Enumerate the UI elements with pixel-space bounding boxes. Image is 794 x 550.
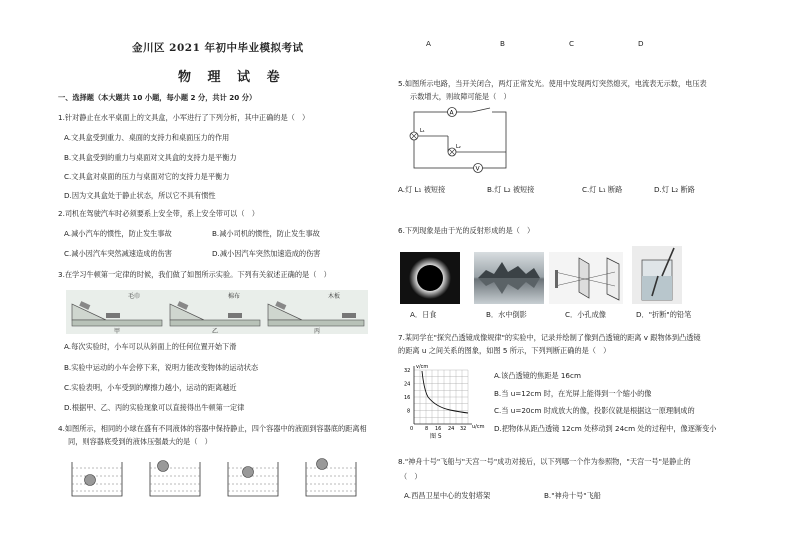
graph-x-label: u/cm: [472, 424, 485, 430]
graph-origin: 0: [410, 426, 414, 432]
question-4-containers-figure: [70, 456, 370, 500]
graph-y-tick-8: 8: [407, 408, 411, 415]
question-8-stem-line2: （ ）: [400, 472, 422, 481]
question-1-stem: 1.针对静止在水平桌面上的文具盒，小军进行了下列分析，其中正确的是（ ）: [58, 113, 310, 122]
question-6-option-c: C．小孔成像: [565, 310, 606, 319]
figure-label-jia: 甲: [114, 328, 121, 335]
question-1-option-b: B.文具盒受到的重力与桌面对文具盒的支持力是平衡力: [64, 153, 237, 162]
graph-caption: 图 5: [430, 433, 442, 440]
question-4-choice-d: D: [638, 39, 644, 48]
question-5-option-c: C.灯 L₁ 断路: [582, 185, 623, 194]
figure-label-towel: 毛巾: [128, 293, 141, 300]
question-4-stem-line1: 4.如图所示，相同的小球在盛有不同液体的容器中保持静止，四个容器中的液面到容器底的距离相: [58, 424, 367, 433]
question-5-option-d: D.灯 L₂ 断路: [654, 185, 695, 194]
question-1-option-c: C.文具盒对桌面的压力与桌面对它的支持力是平衡力: [64, 172, 230, 181]
question-2-option-d: D.减小因汽车突然加速造成的伤害: [212, 249, 321, 258]
question-1-option-d: D.因为文具盒处于静止状态，所以它不具有惯性: [64, 191, 216, 200]
lamp1-label: L₁: [420, 128, 425, 134]
question-7-option-d: D.把物体从距凸透镜 12cm 处移动到 24cm 处的过程中，像逐渐变小: [494, 424, 717, 433]
graph-x-tick-16: 16: [435, 426, 442, 432]
question-3-option-d: D.根据甲、乙、丙的实验现象可以直接得出牛顿第一定律: [64, 403, 245, 412]
question-6-stem: 6.下列现象是由于光的反射形成的是（ ）: [398, 226, 535, 235]
question-7-stem-line2: 的距离 u 之间关系的图象，如图 5 所示，下列判断正确的是（ ）: [398, 346, 611, 355]
question-7-option-b: B.当 u=12cm 时，在光屏上能得到一个缩小的像: [494, 389, 652, 398]
question-8-stem: 8."神舟十号"飞船与"天宫一号"成功对接后，以下列哪一个作为参照物，"天宫一号"是静止的: [398, 457, 691, 466]
voltmeter-label: V: [475, 165, 480, 173]
figure-label-yi: 乙: [212, 328, 219, 335]
graph-y-tick-24: 24: [404, 381, 411, 388]
question-5-option-b: B.灯 L₂ 被短接: [487, 185, 535, 194]
question-2-option-a: A.减小汽车的惯性，防止发生事故: [64, 229, 172, 238]
question-4-stem-line2: 同，则容器底受到的液体压强最大的是（ ）: [68, 437, 212, 446]
pinhole-image: [549, 252, 623, 304]
question-3-option-c: C.实验表明，小车受到的摩擦力越小，运动的距离越近: [64, 383, 237, 392]
water-reflection-image: [474, 252, 544, 304]
figure-label-bing: 丙: [314, 328, 321, 335]
graph-x-tick-8: 8: [425, 426, 429, 432]
question-4-choice-c: C: [569, 39, 575, 48]
question-1-option-a: A.文具盒受到重力、桌面的支持力和桌面压力的作用: [64, 133, 230, 142]
question-2-option-c: C.减小因汽车突然减速造成的伤害: [64, 249, 172, 258]
exam-title: 金川区 2021 年初中毕业模拟考试: [132, 42, 304, 54]
graph-x-tick-32: 32: [460, 426, 467, 432]
question-3-option-b: B.实验中运动的小车会停下来，说明力能改变物体的运动状态: [64, 363, 259, 372]
question-6-option-d: D．"折断"的铅笔: [636, 310, 692, 319]
figure-label-cotton: 棉布: [228, 293, 241, 300]
question-7-option-c: C.当 u=20cm 时成放大的像，投影仪就是根据这一原理制成的: [494, 406, 695, 415]
question-3-stem: 3.在学习牛顿第一定律的时候，我们做了如图所示实验。下列有关叙述正确的是（ ）: [58, 270, 331, 279]
question-5-option-a: A.灯 L₁ 被短接: [398, 185, 446, 194]
graph-y-tick-32: 32: [404, 368, 411, 374]
graph-x-tick-24: 24: [448, 426, 455, 432]
question-3-option-a: A.每次实验时，小车可以从斜面上的任何位置开始下滑: [64, 342, 237, 351]
subject-title: 物 理 试 卷: [178, 70, 286, 85]
question-5-stem-line2: 示数增大，则故障可能是（ ）: [410, 92, 511, 101]
question-5-stem-line1: 5.如图所示电路，当开关闭合，两灯正常发光。使用中发现两灯突然熄灭，电流表无示数，电压表: [398, 79, 707, 88]
question-4-choice-a: A: [426, 39, 431, 48]
figure-label-wood: 木板: [328, 293, 341, 300]
ammeter-label: A: [449, 109, 454, 117]
question-7-stem-line1: 7.某同学在"探究凸透镜成像规律"的实验中，记录并绘制了像到凸透镜的距离 v 跟物体到凸透镜: [398, 333, 701, 342]
question-6-option-a: A．日食: [410, 310, 437, 319]
lamp2-label: L₂: [456, 144, 461, 150]
question-2-option-b: B.减小司机的惯性，防止发生事故: [212, 229, 320, 238]
question-3-figure: [66, 290, 368, 334]
question-8-option-b: B."神舟十号"飞船: [544, 491, 601, 500]
question-5-circuit-diagram: [408, 108, 518, 176]
question-8-option-a: A.西昌卫星中心的发射塔架: [404, 491, 491, 500]
bent-pencil-image: [632, 246, 682, 304]
eclipse-image: [400, 252, 460, 304]
graph-y-label: v/cm: [416, 364, 429, 370]
question-7-option-a: A.该凸透镜的焦距是 16cm: [494, 371, 581, 380]
section-heading: 一、选择题（本大题共 10 小题，每小题 2 分，共计 20 分）: [58, 93, 257, 102]
question-2-stem: 2.司机在驾驶汽车时必须要系上安全带，系上安全带可以（ ）: [58, 209, 259, 218]
question-7-graph: [400, 362, 490, 440]
graph-y-tick-16: 16: [404, 395, 411, 401]
question-4-choice-b: B: [500, 39, 505, 48]
question-6-option-b: B．水中倒影: [486, 310, 527, 319]
